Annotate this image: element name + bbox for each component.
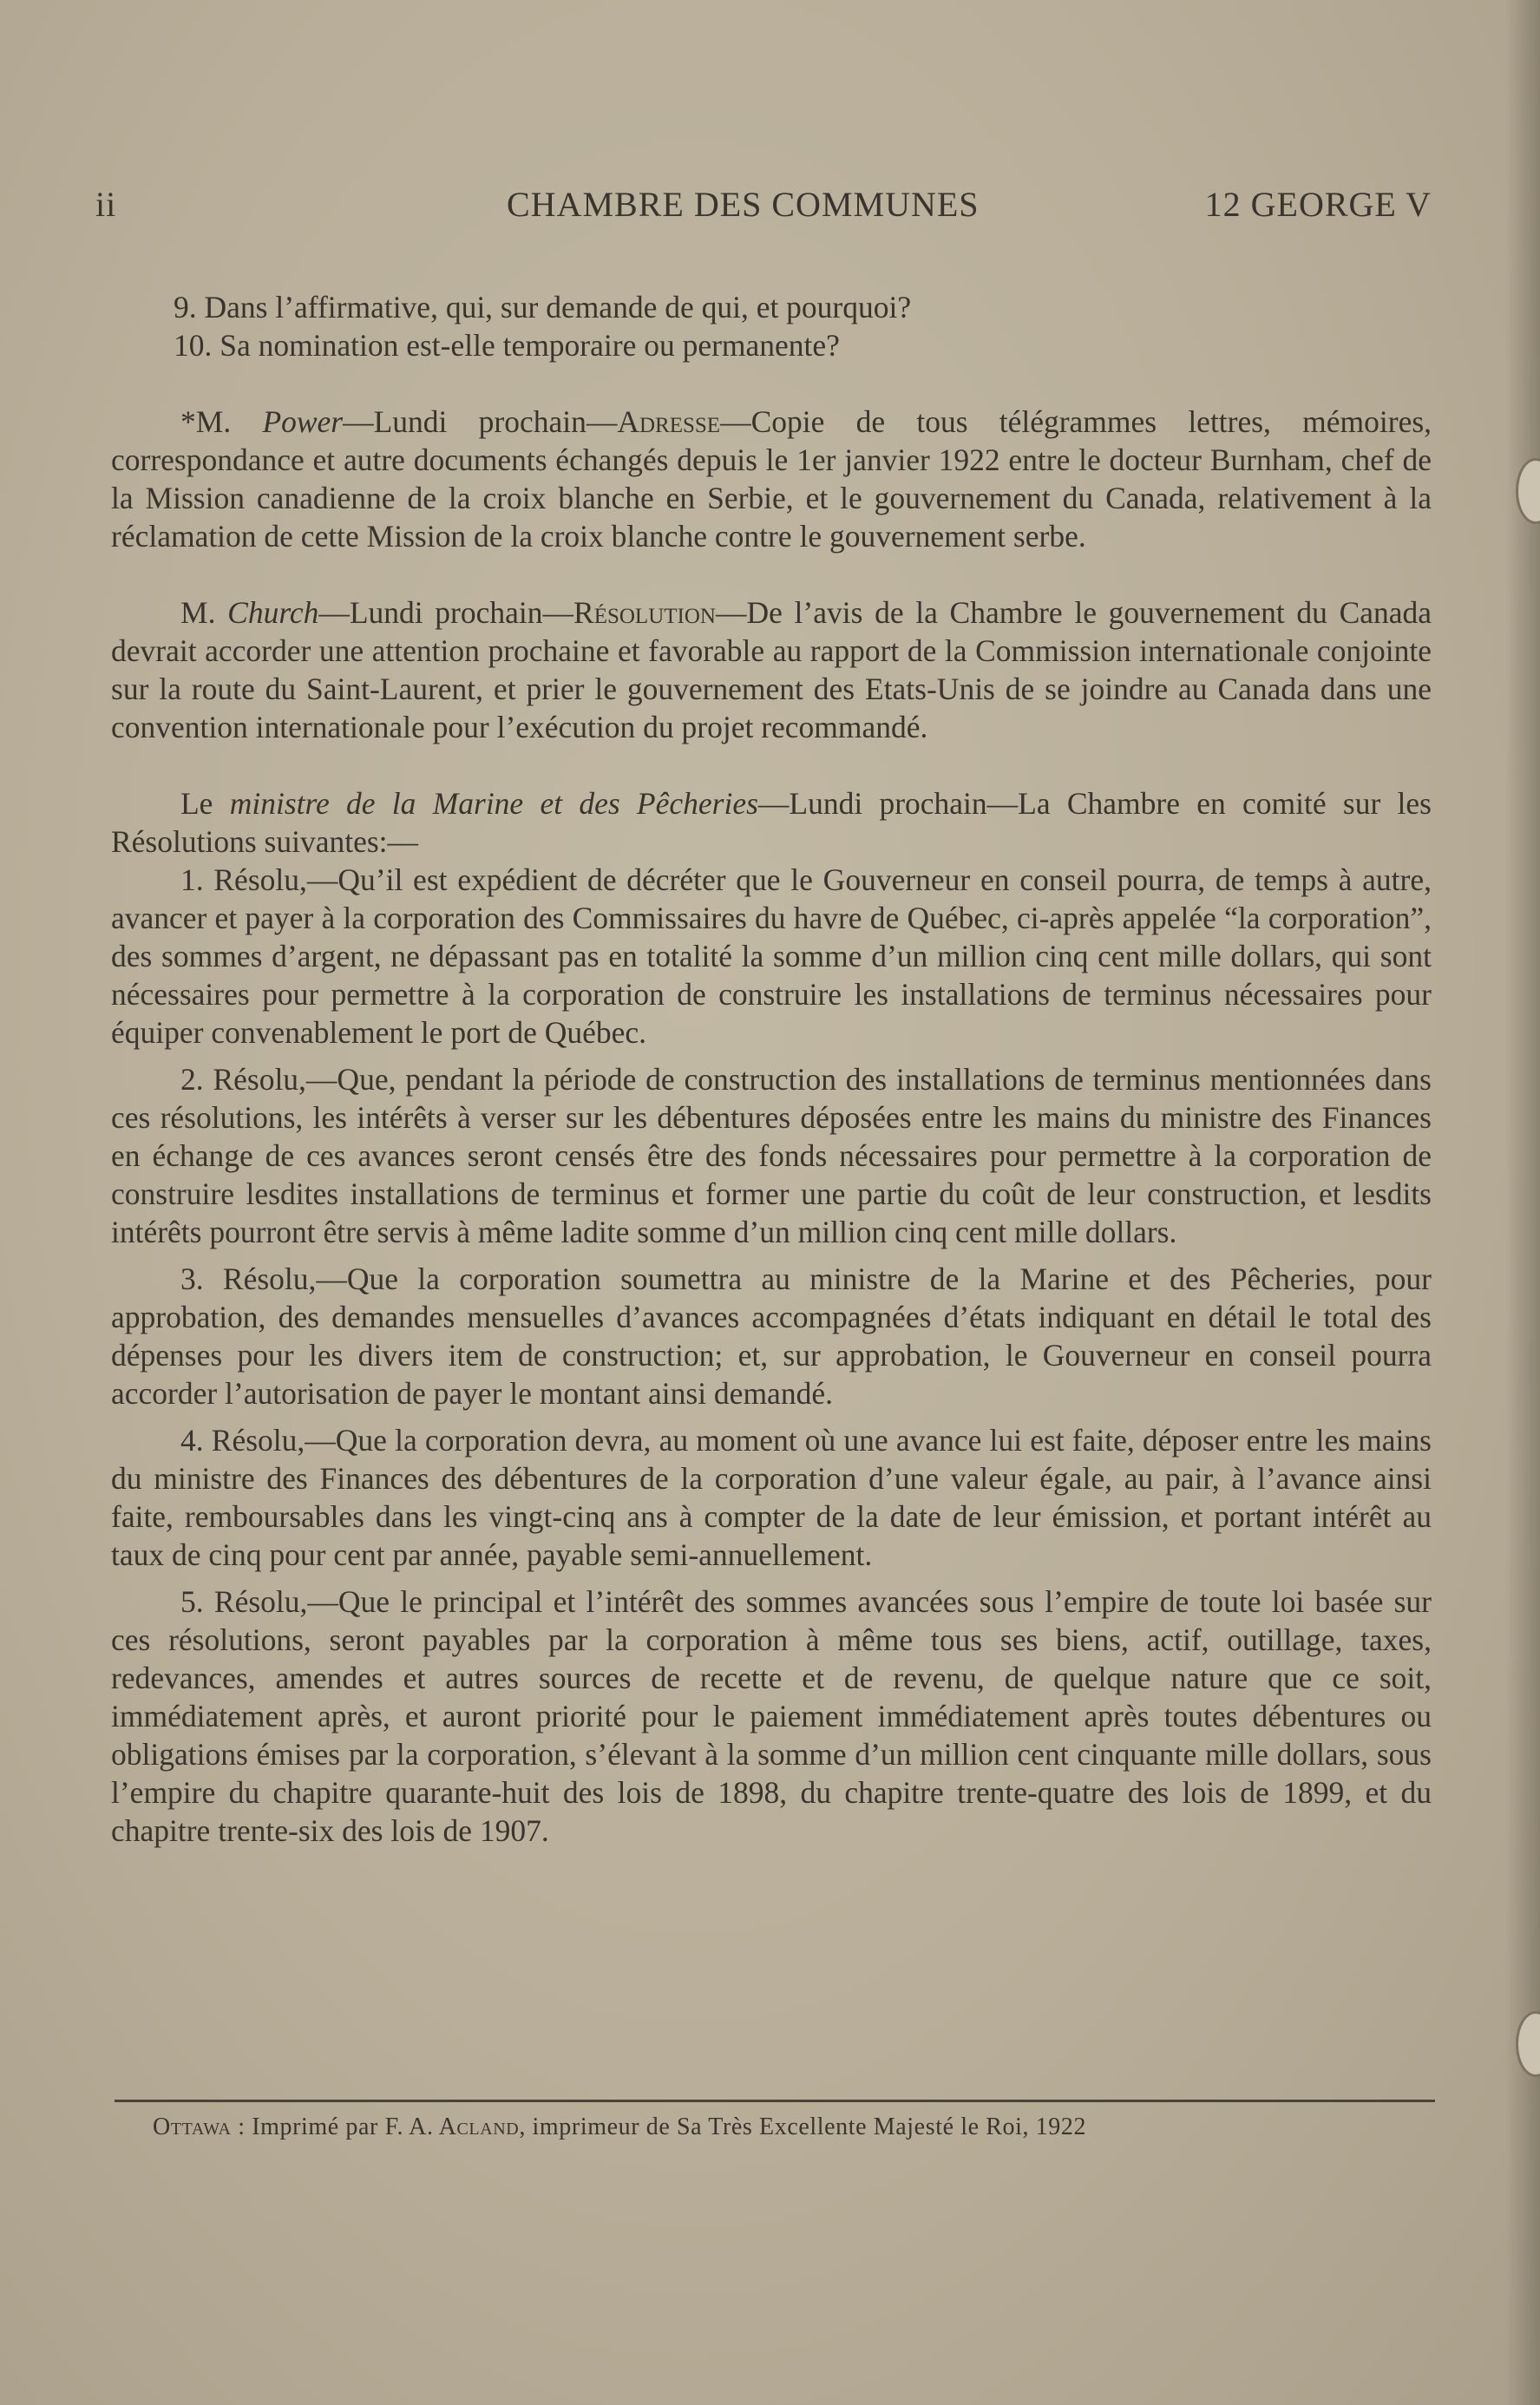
motion-mark: *M.: [180, 404, 232, 439]
imprint-printer: F. A. Acland: [384, 2113, 520, 2140]
motion-minister: [111, 784, 1432, 861]
footer-rule: [115, 2100, 1435, 2102]
resolution-item: 3. Résolu,—Que la corporation soumettra au ministre de la Marine et des Pêcheries, pour approbation, des demandes mensuelles d’avances accompagnées d’états indiquant en détail le total des dépenses pour les divers item de construction; et, sur approbation, le Gouverneur en conseil pourra accorder l’autorisation de payer le montant ainsi demandé.: [111, 1261, 1432, 1411]
motion-kind: Résolution: [573, 595, 716, 630]
resolution-item: 1. Résolu,—Qu’il est expédient de décréter que le Gouverneur en conseil pourra, de temps à autre, avancer et payer à la corporation des Commissaires du havre de Québec, ci-après appelée “la corporation”, des sommes d’argent, ne dépassant pas en totalité la somme d’un million cinq cent mille dollars, qui sont nécessaires pour permettre à la corporation de construire les installations de terminus nécessaires pour équiper convenablement le port de Québec.: [111, 862, 1432, 1050]
imprint-rest: , imprimeur de Sa Très Excellente Majesté le Roi, 1922: [519, 2113, 1087, 2140]
question-item: 10. Sa nomination est-elle temporaire ou permanente?: [174, 328, 840, 363]
motion-power: [111, 403, 1432, 555]
header-reign: 12 GEORGE V: [1204, 185, 1432, 224]
motion-mark: M.: [180, 595, 216, 630]
running-header: [95, 184, 1432, 236]
resolution-item: 5. Résolu,—Que le principal et l’intérêt des sommes avancées sous l’empire de toute loi basée sur ces résolutions, seront payables par la corporation à même tous ses biens, actif, outillage, taxes, redevances, amendes et autres sources de recette et de revenu, de quelque nature que ce soit, immédiatement après, et auront priorité pour le paiement immédiatement après toutes débentures ou obligations émises par la corporation, s’élevant à la somme d’un million cent cinquante mille dollars, sous l’empire du chapitre quarante-huit des lois de 1898, du chapitre trente-quatre des lois de 1899, et du chapitre trente-six des lois de 1907.: [111, 1584, 1432, 1848]
resolution-item: 2. Résolu,—Que, pendant la période de construction des installations de terminus mentionnées dans ces résolutions, les intérêts à verser sur les débentures déposées entre les mains du ministre des Finances en échange de ces avances seront censés être des fonds nécessaires pour permettre à la corporation de construire lesdites installations de terminus et former une partie du coût de leur construction, et lesdits intérêts pourront être servis à même ladite somme d’un million cinq cent mille dollars.: [111, 1062, 1432, 1249]
imprint-sep: : Imprimé par: [231, 2113, 385, 2140]
motion-kind: Adresse: [617, 404, 721, 439]
resolution-item: 4. Résolu,—Que la corporation devra, au moment où une avance lui est faite, déposer entre les mains du ministre des Finances des débentures de la corporation d’une valeur égale, au pair, à l’avance ainsi faite, remboursables dans les vingt-cinq ans à compter de la date de leur émission, et portant intérêt au taux de cinq pour cent par année, payable semi-annuellement.: [111, 1423, 1432, 1572]
motion-church: [111, 593, 1432, 746]
motion-text: —Copie de tous télégrammes lettres, mémoires, correspondance et autre documents échangés depuis le 1er janvier 1922 entre le docteur Burnham, chef de la Mission canadienne de la croix blanche en Serbie, et le gouvernement du Canada, relativement à la réclamation de cette Mission de la croix blanche contre le gouvernement serbe.: [111, 404, 1432, 554]
motion-text: —Lundi prochain—La Chambre en comité sur les Résolutions suivantes:—: [111, 786, 1432, 859]
motion-prefix: Le: [180, 786, 230, 821]
member-name: Power: [262, 404, 344, 439]
question-item: 9. Dans l’affirmative, qui, sur demande de qui, et pourquoi?: [174, 290, 912, 324]
document-body: [111, 288, 1432, 1850]
imprint-city: Ottawa: [153, 2113, 232, 2140]
minister-title: ministre de la Marine et des Pêcheries: [229, 786, 758, 821]
motion-text: —De l’avis de la Chambre le gouvernement du Canada devrait accorder une attention prochaine et favorable au rapport de la Commission internationale conjointe sur la route du Saint-Laurent, et prier le gouvernement des Etats-Unis de se joindre au Canada dans une convention internationale pour l’exécution du projet recommandé.: [111, 595, 1432, 744]
motion-when: —Lundi prochain—: [318, 595, 574, 630]
member-name: Church: [227, 595, 319, 630]
imprint-footer: [153, 2113, 1411, 2141]
page-number: ii: [95, 185, 117, 224]
motion-when: —Lundi prochain—: [343, 404, 618, 439]
header-title: CHAMBRE DES COMMUNES: [507, 185, 980, 224]
